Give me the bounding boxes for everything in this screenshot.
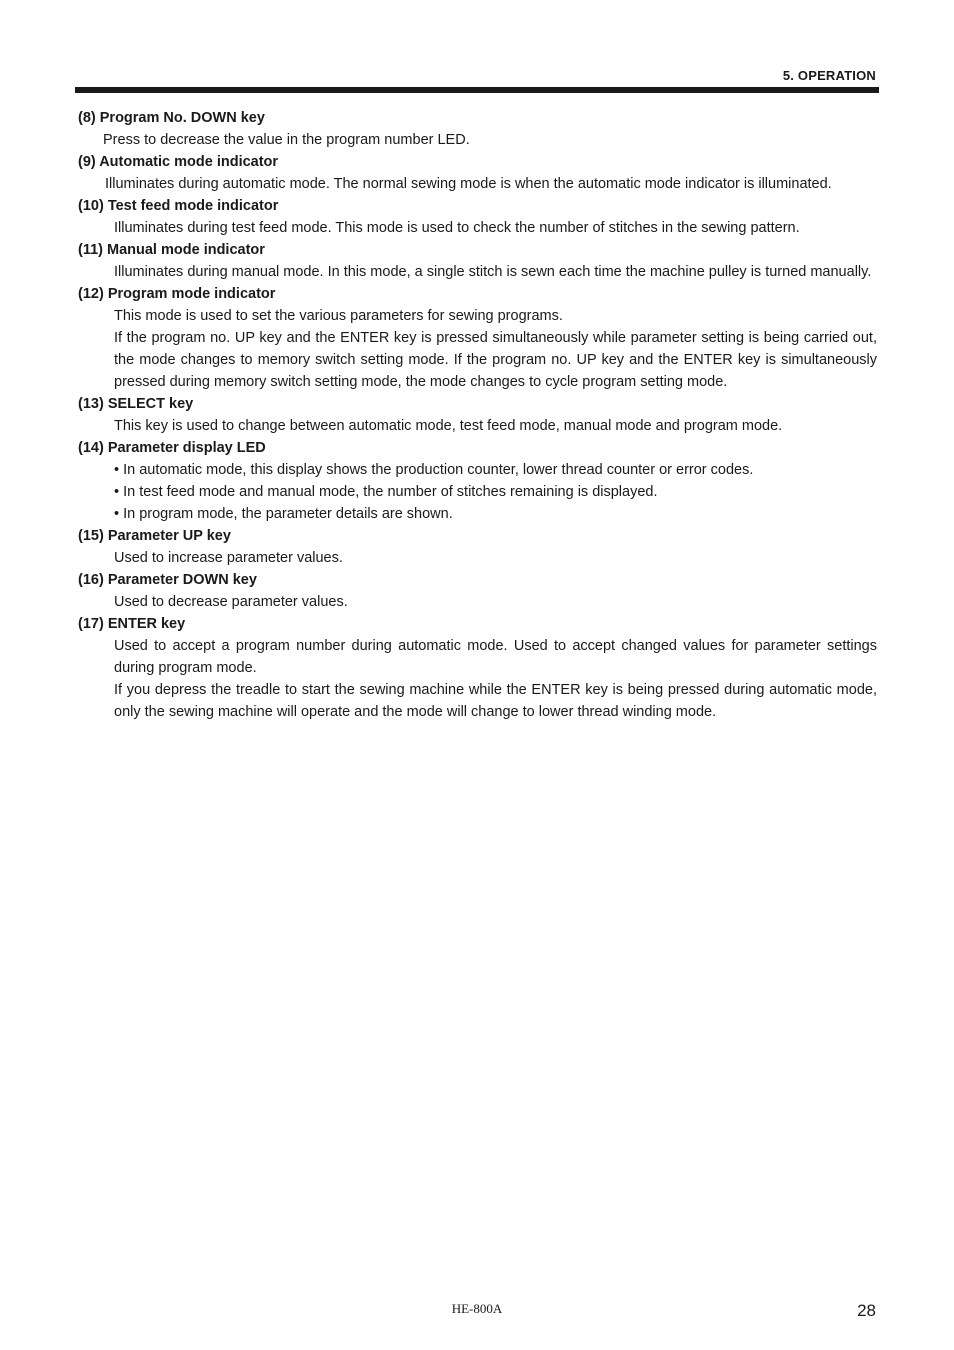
section-heading: (8) Program No. DOWN key bbox=[78, 110, 265, 126]
section-title: 5. OPERATION bbox=[782, 68, 876, 83]
bullet-item: • In automatic mode, this display shows the production counter, lower thread counter or error codes. bbox=[114, 462, 754, 478]
section-program-mode-indicator bbox=[78, 283, 877, 393]
section-program-no-down-key bbox=[78, 107, 877, 151]
section-automatic-mode-indicator bbox=[78, 151, 877, 195]
section-heading: (14) Parameter display LED bbox=[78, 440, 266, 456]
section-paragraph: This mode is used to set the various parameters for sewing programs. bbox=[114, 308, 563, 324]
section-heading: (10) Test feed mode indicator bbox=[78, 198, 279, 214]
section-manual-mode-indicator bbox=[78, 239, 877, 283]
section-heading: (11) Manual mode indicator bbox=[78, 242, 265, 258]
section-paragraph: Used to decrease parameter values. bbox=[114, 594, 348, 610]
section-paragraph: If the program no. UP key and the ENTER key is pressed simultaneously while parameter setting is being carried out, the mode changes to memory switch setting mode. If the program no. UP key and the ENTER key is simultaneously pressed during memory switch setting mode, the mode changes to cycle program setting mode. bbox=[114, 330, 877, 390]
section-paragraph: Used to increase parameter values. bbox=[114, 550, 343, 566]
section-parameter-up-key bbox=[78, 525, 877, 569]
document-body bbox=[78, 107, 877, 723]
section-heading: (13) SELECT key bbox=[78, 396, 194, 412]
section-heading: (15) Parameter UP key bbox=[78, 528, 231, 544]
section-heading: (12) Program mode indicator bbox=[78, 286, 276, 302]
bullet-item: • In program mode, the parameter details are shown. bbox=[114, 506, 453, 522]
section-select-key bbox=[78, 393, 877, 437]
section-paragraph: This key is used to change between automatic mode, test feed mode, manual mode and program mode. bbox=[114, 418, 783, 434]
section-test-feed-mode-indicator bbox=[78, 195, 877, 239]
section-heading: (16) Parameter DOWN key bbox=[78, 572, 257, 588]
section-paragraph: Illuminates during test feed mode. This mode is used to check the number of stitches in the sewing pattern. bbox=[114, 220, 800, 236]
section-heading: (17) ENTER key bbox=[78, 616, 186, 632]
section-paragraph: Used to accept a program number during automatic mode. Used to accept changed values for parameter settings during program mode. bbox=[114, 638, 877, 676]
section-parameter-down-key bbox=[78, 569, 877, 613]
section-paragraph: Illuminates during manual mode. In this mode, a single stitch is sewn each time the machine pulley is turned manually. bbox=[114, 264, 872, 280]
bullet-item: • In test feed mode and manual mode, the number of stitches remaining is displayed. bbox=[114, 484, 658, 500]
section-parameter-display-led bbox=[78, 437, 877, 525]
page-number: 28 bbox=[857, 1301, 876, 1320]
footer-model-name: HE-800A bbox=[451, 1301, 503, 1316]
section-paragraph: If you depress the treadle to start the sewing machine while the ENTER key is being pressed during automatic mode, only the sewing machine will operate and the mode will change to lower thread winding mode. bbox=[114, 682, 877, 720]
section-paragraph: Press to decrease the value in the program number LED. bbox=[103, 132, 470, 148]
section-heading: (9) Automatic mode indicator bbox=[78, 154, 279, 170]
section-enter-key bbox=[78, 613, 877, 723]
header-rule bbox=[75, 87, 879, 93]
section-paragraph: Illuminates during automatic mode. The normal sewing mode is when the automatic mode indicator is illuminated. bbox=[105, 176, 832, 192]
